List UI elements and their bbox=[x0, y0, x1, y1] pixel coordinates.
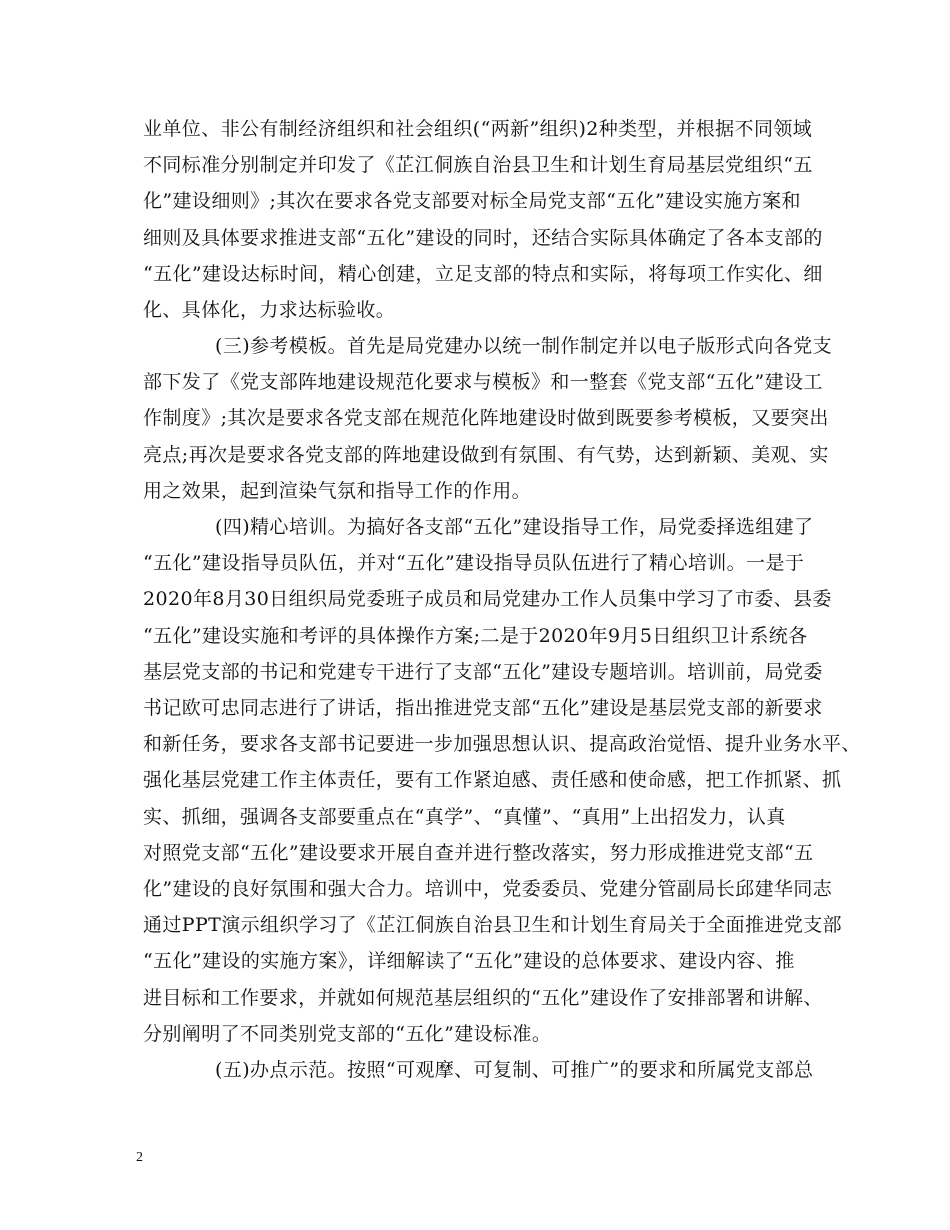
text-line: 业单位、非公有制经济组织和社会组织(“两新”组织)2种类型，并根据不同领域 bbox=[143, 118, 813, 140]
text-line: 进目标和工作要求，并就如何规范基层组织的“五化”建设作了安排部署和讲解、 bbox=[143, 987, 823, 1009]
text-line: 化、具体化，力求达标验收。 bbox=[143, 299, 396, 321]
text-line: “五化”建设达标时间，精心创建，立足支部的特点和实际，将每项工作实化、细 bbox=[143, 263, 823, 285]
text-line: 亮点;再次是要求各党支部的阵地建设做到有氛围、有气势，达到新颖、美观、实 bbox=[143, 444, 829, 466]
text-line: 用之效果，起到渲染气氛和指导工作的作用。 bbox=[143, 480, 532, 502]
text-line: 化”建设细则》;其次在要求各党支部要对标全局党支部“五化”建设实施方案和 bbox=[143, 190, 801, 212]
text-line: “五化”建设指导员队伍，并对“五化”建设指导员队伍进行了精心培训。一是于 bbox=[143, 552, 805, 574]
text-line: 对照党支部“五化”建设要求开展自查并进行整改落实，努力形成推进党支部“五 bbox=[143, 842, 814, 864]
text-line: 细则及具体要求推进支部“五化”建设的同时，还结合实际具体确定了各本支部的 bbox=[143, 227, 823, 249]
text-line: “五化”建设实施和考评的具体操作方案;二是于2020年9月5日组织卫计系统各 bbox=[143, 625, 808, 647]
text-line: “五化”建设的实施方案》，详细解读了“五化”建设的总体要求、建设内容、推 bbox=[143, 950, 795, 972]
text-line: 不同标准分别制定并印发了《芷江侗族自治县卫生和计划生育局基层党组织“五 bbox=[143, 154, 813, 176]
paragraph-heading-line: (五)办点示范。按照“可观摩、可复制、可推广”的要求和所属党支部总 bbox=[215, 1059, 814, 1081]
text-line: 2020年8月30日组织局党委班子成员和局党建办工作人员集中学习了市委、县委 bbox=[143, 588, 832, 610]
text-line: 分别阐明了不同类别党支部的“五化”建设标准。 bbox=[143, 1023, 552, 1045]
text-line: 和新任务，要求各支部书记要进一步加强思想认识、提高政治觉悟、提升业务水平、 bbox=[143, 733, 861, 755]
text-line: 化”建设的良好氛围和强大合力。培训中，党委委员、党建分管副局长邱建华同志 bbox=[143, 878, 833, 900]
page-number: 2 bbox=[136, 1150, 143, 1165]
text-line: 实、抓细，强调各支部要重点在“真学”、“真懂”、“真用”上出招发力，认真 bbox=[143, 806, 786, 828]
text-line: 作制度》;其次是要求各党支部在规范化阵地建设时做到既要参考模板，又要突出 bbox=[143, 407, 829, 429]
text-line: 强化基层党建工作主体责任，要有工作紧迫感、责任感和使命感，把工作抓紧、抓 bbox=[143, 769, 842, 791]
text-line: 通过PPT演示组织学习了《芷江侗族自治县卫生和计划生育局关于全面推进党支部 bbox=[143, 914, 843, 936]
text-line: 基层党支部的书记和党建专干进行了支部“五化”建设专题培训。培训前，局党委 bbox=[143, 661, 823, 683]
text-line: 部下发了《党支部阵地建设规范化要求与模板》和一整套《党支部“五化”建设工 bbox=[143, 371, 823, 393]
paragraph-heading-line: (四)精心培训。为搞好各支部“五化”建设指导工作，局党委择选组建了 bbox=[215, 516, 814, 538]
paragraph-heading-line: (三)参考模板。首先是局党建办以统一制作制定并以电子版形式向各党支 bbox=[215, 335, 833, 357]
text-line: 书记欧可忠同志进行了讲话，指出推进党支部“五化”建设是基层党支部的新要求 bbox=[143, 697, 823, 719]
